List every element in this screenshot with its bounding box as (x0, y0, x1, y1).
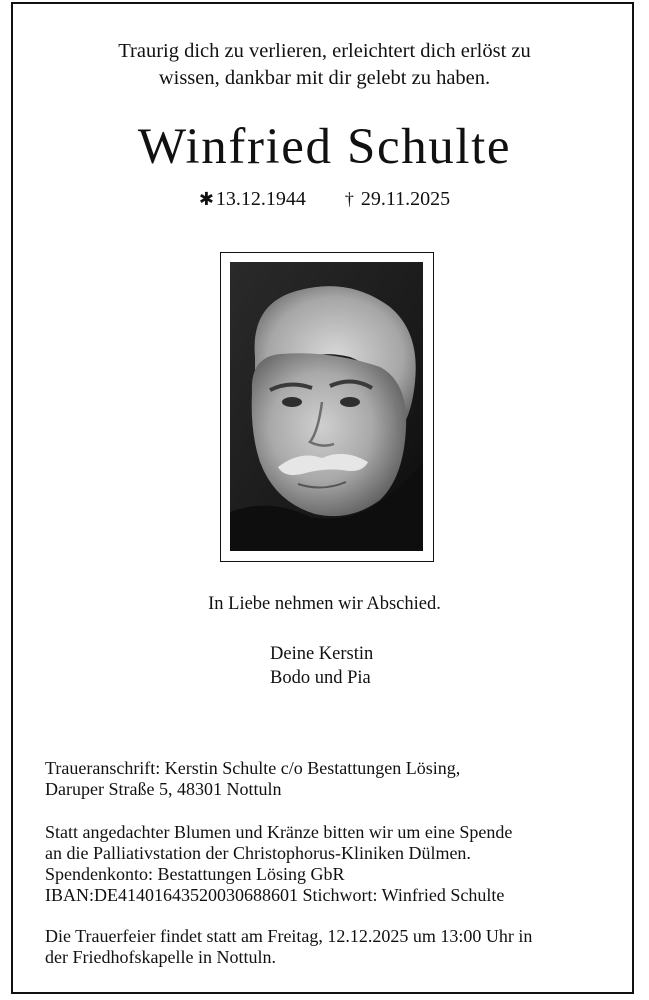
death-date: 29.11.2025 (360, 188, 451, 210)
birth-date-group (199, 188, 306, 210)
address-line: Traueranschrift: Kerstin Schulte c/o Bestattungen Lösing, (45, 758, 461, 778)
portrait-photo (230, 262, 423, 551)
address-line: Daruper Straße 5, 48301 Nottuln (45, 779, 282, 799)
life-dates (0, 186, 649, 212)
motto-line: Traurig dich zu verlieren, erleichtert dich erlöst zu (118, 40, 531, 62)
signers-list (270, 642, 373, 690)
birth-star-icon: ✱ (198, 189, 214, 209)
signer-name: Bodo und Pia (270, 668, 371, 688)
death-date-group (345, 188, 450, 210)
donation-line: Spendenkonto: Bestattungen Lösing GbR (45, 864, 345, 884)
deceased-name: Winfried Schulte (137, 119, 512, 175)
donation-line: an die Palliativstation der Christophorus-Kliniken Dülmen. (45, 843, 471, 863)
death-cross-icon: † (344, 189, 354, 209)
donation-line: Statt angedachter Blumen und Kränze bitten wir um eine Spende (45, 822, 513, 842)
ceremony-line: Die Trauerfeier findet statt am Freitag, 12.12.2025 um 13:00 Uhr in (45, 926, 533, 946)
signer-name: Deine Kerstin (270, 644, 374, 664)
donation-line: IBAN:DE41401643520030688601 Stichwort: Winfried Schulte (45, 885, 505, 905)
farewell-text: In Liebe nehmen wir Abschied. (208, 594, 441, 614)
motto-line: wissen, dankbar mit dir gelebt zu haben. (158, 67, 491, 89)
donation-info (45, 822, 615, 906)
mourning-address (45, 758, 615, 800)
portrait-frame (220, 252, 434, 562)
motto-quote (0, 38, 649, 92)
ceremony-line: der Friedhofskapelle in Nottuln. (45, 947, 276, 967)
ceremony-info (45, 926, 615, 968)
birth-date: 13.12.1944 (215, 188, 306, 210)
